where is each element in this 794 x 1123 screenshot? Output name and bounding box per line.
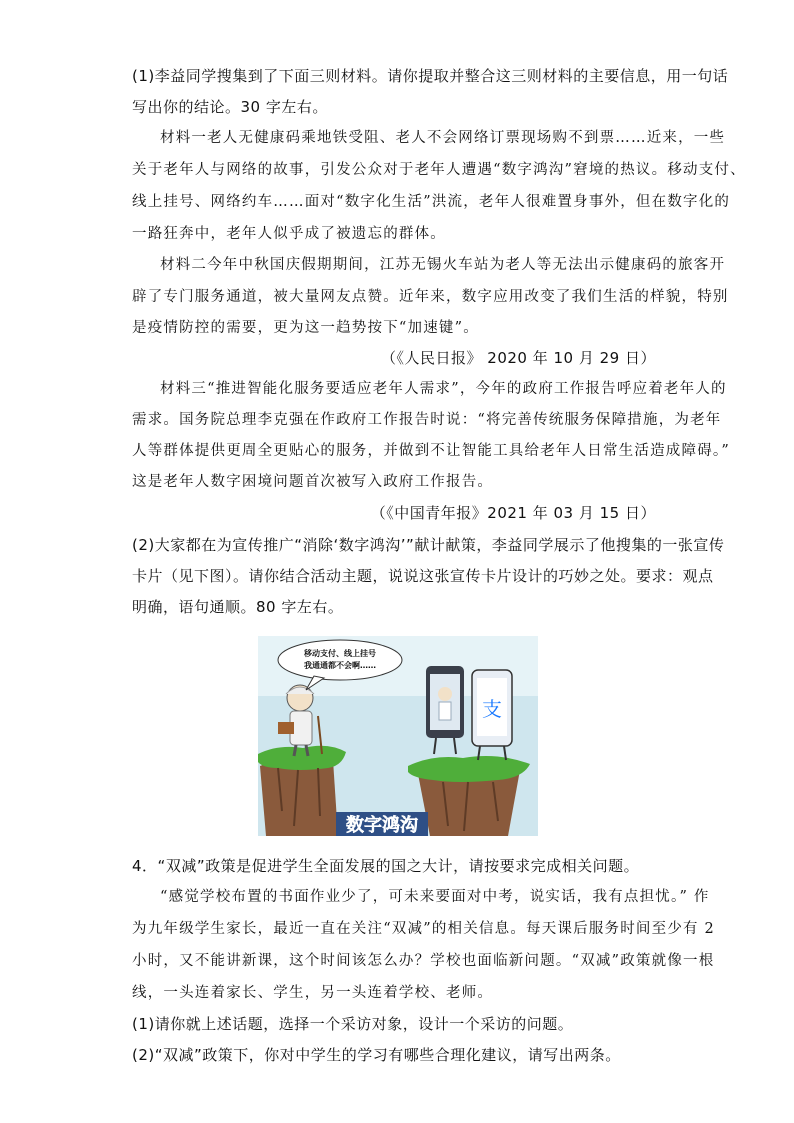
svg-text:支: 支 — [482, 697, 502, 721]
q4-paragraph: “感觉学校布置的书面作业少了，可未来要面对中考，说实话，我有点担忧。” 作 — [160, 889, 710, 905]
q1-prompt: (1)李益同学搜集到了下面三则材料。请你提取并整合这三则材料的主要信息，用一句话 — [132, 67, 729, 85]
q2-prompt-cont: 卡片（见下图）。请你结合活动主题，说说这张宣传卡片设计的巧妙之处。要求：观点 — [132, 567, 714, 585]
q4-paragraph: 小时，又不能讲新课，这个时间该怎么办？学校也面临新问题。“双减”政策就像一根 — [132, 953, 715, 969]
material1-text: 一路狂奔中，老年人似乎成了被遗忘的群体。 — [132, 226, 446, 242]
material3-source: （《中国青年报》2021 年 03 月 15 日） — [370, 504, 656, 522]
material2-text: 材料二今年中秋国庆假期期间，江苏无锡火车站为老人等无法出示健康码的旅客开 — [160, 257, 726, 273]
bubble-text-1: 移动支付、线上挂号 — [304, 649, 376, 658]
q4-title: 4．“双减”政策是促进学生全面发展的国之大计，请按要求完成相关问题。 — [132, 857, 640, 875]
shoulder-bag — [278, 722, 294, 734]
material3-text: 需求。国务院总理李克强在作政府工作报告时说：“将完善传统服务保障措施，为老年 — [132, 412, 722, 428]
q4-subquestion-1: (1)请你就上述话题，选择一个采访对象，设计一个采访的问题。 — [132, 1015, 574, 1033]
material1-text: 关于老年人与网络的故事，引发公众对于老年人遭遇“数字鸿沟”窘境的热议。移动支付、 — [132, 162, 746, 178]
q2-prompt-cont: 明确，语句通顺。80 字左右。 — [132, 598, 344, 616]
material3-text: 这是老年人数字困境问题首次被写入政府工作报告。 — [132, 474, 494, 490]
material3-text: 材料三“推进智能化服务要适应老年人需求”，今年的政府工作报告呼应着老年人的 — [160, 381, 727, 397]
q4-paragraph: 为九年级学生家长，最近一直在关注“双减”的相关信息。每天课后服务时间至少有 2 — [132, 921, 715, 937]
q4-subquestion-2: (2)“双减”政策下，你对中学生的学习有哪些合理化建议，请写出两条。 — [132, 1046, 621, 1064]
material2-text: 辟了专门服务通道，被大量网友点赞。近年来，数字应用改变了我们生活的样貌，特别 — [132, 289, 729, 305]
material1-text: 材料一老人无健康码乘地铁受阻、老人不会网络订票现场购不到票……近来，一些 — [160, 130, 726, 146]
phone-pay-figure — [472, 670, 512, 760]
bubble-text-2: 我通通都不会啊…… — [304, 661, 376, 670]
speech-bubble — [278, 640, 402, 680]
q2-prompt: (2)大家都在为宣传推广“消除‘数字鸿沟’”献计献策，李益同学展示了他搜集的一张宣传 — [132, 536, 725, 554]
material2-source: （《人民日报》 2020 年 10 月 29 日） — [381, 349, 656, 367]
caption-text: 数字鸿沟 — [346, 815, 418, 836]
propaganda-card-image — [258, 636, 538, 836]
q1-prompt-cont: 写出你的结论。30 字左右。 — [132, 98, 328, 116]
left-grass — [258, 746, 346, 770]
material2-text: 是疫情防控的需要，更为这一趋势按下“加速键”。 — [132, 320, 479, 336]
material1-text: 线上挂号、网络约车……面对“数字化生活”洪流，老年人很难置身事外，但在数字化的 — [132, 194, 731, 210]
material3-text: 人等群体提供更周全更贴心的服务，并做到不让智能工具给老年人日常生活造成障碍。” — [132, 443, 730, 459]
q4-paragraph: 线，一头连着家长、学生，另一头连着学校、老师。 — [132, 985, 494, 1001]
